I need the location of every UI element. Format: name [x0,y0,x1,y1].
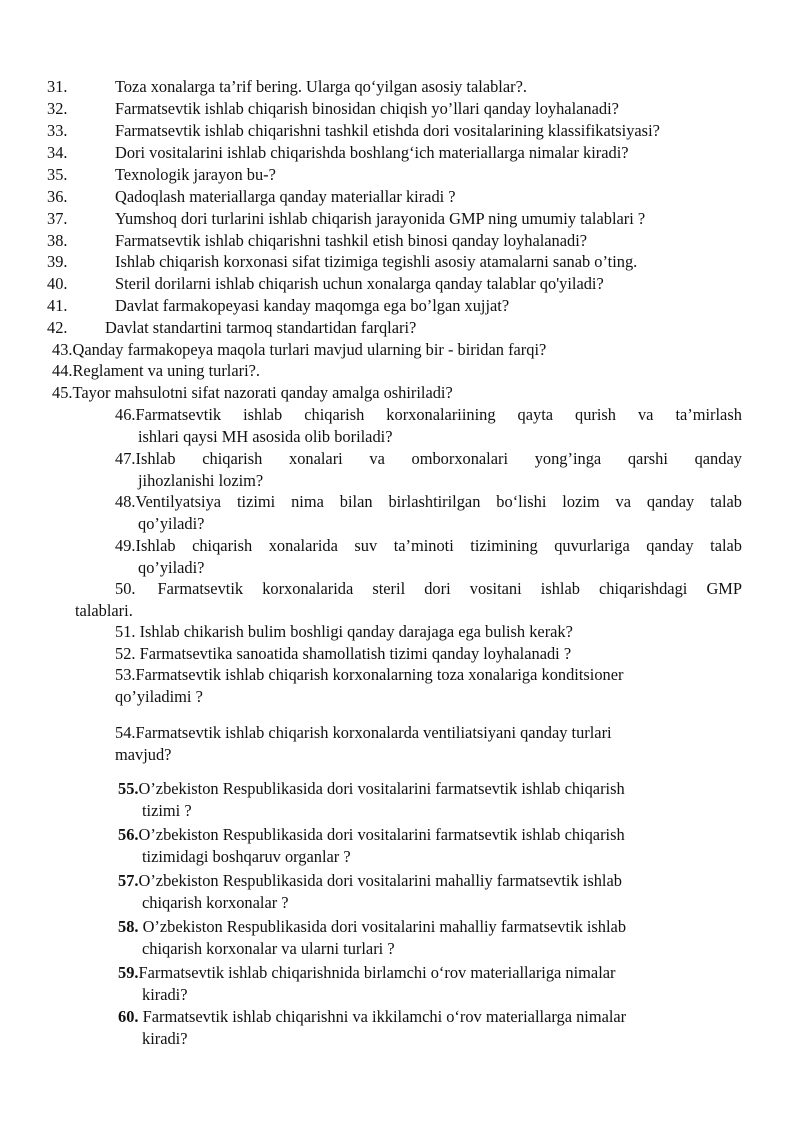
question-50 [75,578,742,620]
word: bo‘lishi [496,492,547,511]
question-45: 45.Tayor mahsulotni sifat nazorati qanday amalga oshiriladi? [52,383,453,402]
word: GMP [706,579,742,598]
question-47 [115,448,742,492]
word [115,404,221,426]
word: xonalari [289,449,343,468]
question-47-line1 [115,448,742,470]
question-37: 37. Yumshoq dori turlarini ishlab chiqarish jarayonida GMP ning umumiy talablari ? [47,209,646,228]
question-34: 34. Dori vositalarini ishlab chiqarishda boshlang‘ich materiallarga nimalar kiradi? [47,143,629,162]
question-35: 35. Texnologik jarayon bu-? [47,165,276,184]
word: bilan [339,492,373,511]
word: va [369,449,385,468]
question-59: 59.Farmatsevtik ishlab chiqarishnida birlamchi o‘rov materiallariga nimalar kiradi? [118,963,616,1004]
word: nima [291,492,324,511]
question-number: 47. [115,449,136,468]
question-40: 40. Steril dorilarni ishlab chiqarish uchun xonalarga qanday talablar qo'yiladi? [47,274,604,293]
question-48-line1 [115,491,742,513]
word [115,491,221,513]
word: vositani [469,579,522,598]
question-46-line2: ishlari qaysi MH asosida olib boriladi? [138,427,393,446]
question-47-line2: jihozlanishi lozim? [138,471,264,490]
question-number: 49. [115,536,136,555]
word: chiqarish [202,449,263,468]
question-48-line2: qo’yiladi? [138,514,205,533]
word: suv [354,536,378,555]
word: ishlab [243,405,283,424]
word: qurish [575,405,616,424]
question-41: 41. Davlat farmakopeyasi kanday maqomga ega bo’lgan xujjat? [47,296,510,315]
word: tizimi [236,492,276,511]
word: korxonalariining [386,405,496,424]
word [115,535,176,557]
question-number: 46. [115,405,136,424]
word: qarshi [627,449,668,468]
question-38: 38. Farmatsevtik ishlab chiqarishni tashkil etish binosi qanday loyhalanadi? [47,231,588,250]
word: xonalarida [268,536,338,555]
question-46-line1 [115,404,742,426]
question-50-line2: talablari. [75,601,133,620]
word: lozim [562,492,600,511]
word: tizimining [470,536,538,555]
question-52: 52. Farmatsevtika sanoatida shamollatish tizimi qanday loyhalanadi ? [115,644,572,663]
question-49 [115,535,742,579]
question-number: 48. [115,492,136,511]
question-55: 55.O’zbekiston Respublikasida dori vositalarini farmatsevtik ishlab chiqarish tizimi ? [118,779,625,820]
word: chiqarish [192,536,253,555]
question-43: 43.Qanday farmakopeya maqola turlari mavjud ularning bir - biridan farqi? [52,340,547,359]
word [115,448,176,470]
word: quvurlariga [554,536,630,555]
word: Ventilyatsiya [135,492,222,511]
word: omborxonalari [411,449,509,468]
word: va [637,405,654,424]
word: talab [710,536,742,555]
question-58: 58. O’zbekiston Respublikasida dori vositalarini mahalliy farmatsevtik ishlab chiqarish korxonalar va ularni turlari ? [118,917,627,958]
word: Farmatsevtik [157,579,244,598]
word: korxonalarida [262,579,354,598]
word: va [615,492,631,511]
question-60: 60. Farmatsevtik ishlab chiqarishni va ikkilamchi o‘rov materiallarga nimalar kiradi? [118,1007,627,1048]
question-49-line2: qo’yiladi? [138,558,205,577]
question-36: 36. Qadoqlash materiallarga qanday materiallar kiradi ? [47,187,456,206]
word: steril [372,579,406,598]
word: talab [710,492,742,511]
question-39: 39. Ishlab chiqarish korxonasi sifat tizimiga tegishli asosiy atamalarni sanab o’ting. [47,252,638,271]
word: Ishlab [135,536,176,555]
word: ishlab [540,579,580,598]
question-31: 31. Toza xonalarga ta’rif bering. Ularga qo‘yilgan asosiy talablar?. [47,77,527,96]
word: chiqarishdagi [599,579,688,598]
word: yong’inga [534,449,602,468]
question-49-line1 [115,535,742,557]
word: ta’minoti [393,536,454,555]
word: chiqarish [304,405,365,424]
question-42: 42. Davlat standartini tarmoq standartidan farqlari? [47,318,417,337]
word: dori [424,579,451,598]
question-51: 51. Ishlab chikarish bulim boshligi qanday darajaga ega bulish kerak? [115,622,573,641]
word: Ishlab [135,449,176,468]
question-number: 50. [115,579,136,598]
word: birlashtirilgan [388,492,481,511]
question-33: 33. Farmatsevtik ishlab chiqarishni tashkil etishda dori vositalarining klassifikatsiyasi? [47,121,660,140]
word: ta’mirlash [675,405,742,424]
question-54: 54.Farmatsevtik ishlab chiqarish korxonalarda ventiliatsiyani qanday turlari mavjud? [115,723,612,764]
word: qanday [646,536,694,555]
word: Farmatsevtik [135,405,222,424]
question-48 [115,491,742,535]
word: qanday [646,492,695,511]
word: qayta [517,405,554,424]
question-44: 44.Reglament va uning turlari?. [52,361,261,380]
question-57: 57.O’zbekiston Respublikasida dori vositalarini mahalliy farmatsevtik ishlab chiqarish korxonalar ? [118,871,622,912]
question-50-line1 [115,578,742,600]
word [115,578,243,600]
question-32: 32. Farmatsevtik ishlab chiqarish binosidan chiqish yo’llari qanday loyhalanadi? [47,99,619,118]
question-46 [115,404,742,448]
word: qanday [694,449,742,468]
question-53: 53.Farmatsevtik ishlab chiqarish korxonalarning toza xonalariga konditsioner qo’yiladimi ? [115,665,624,706]
question-56: 56.O’zbekiston Respublikasida dori vositalarini farmatsevtik ishlab chiqarish tizimidagi boshqaruv organlar ? [118,825,625,866]
